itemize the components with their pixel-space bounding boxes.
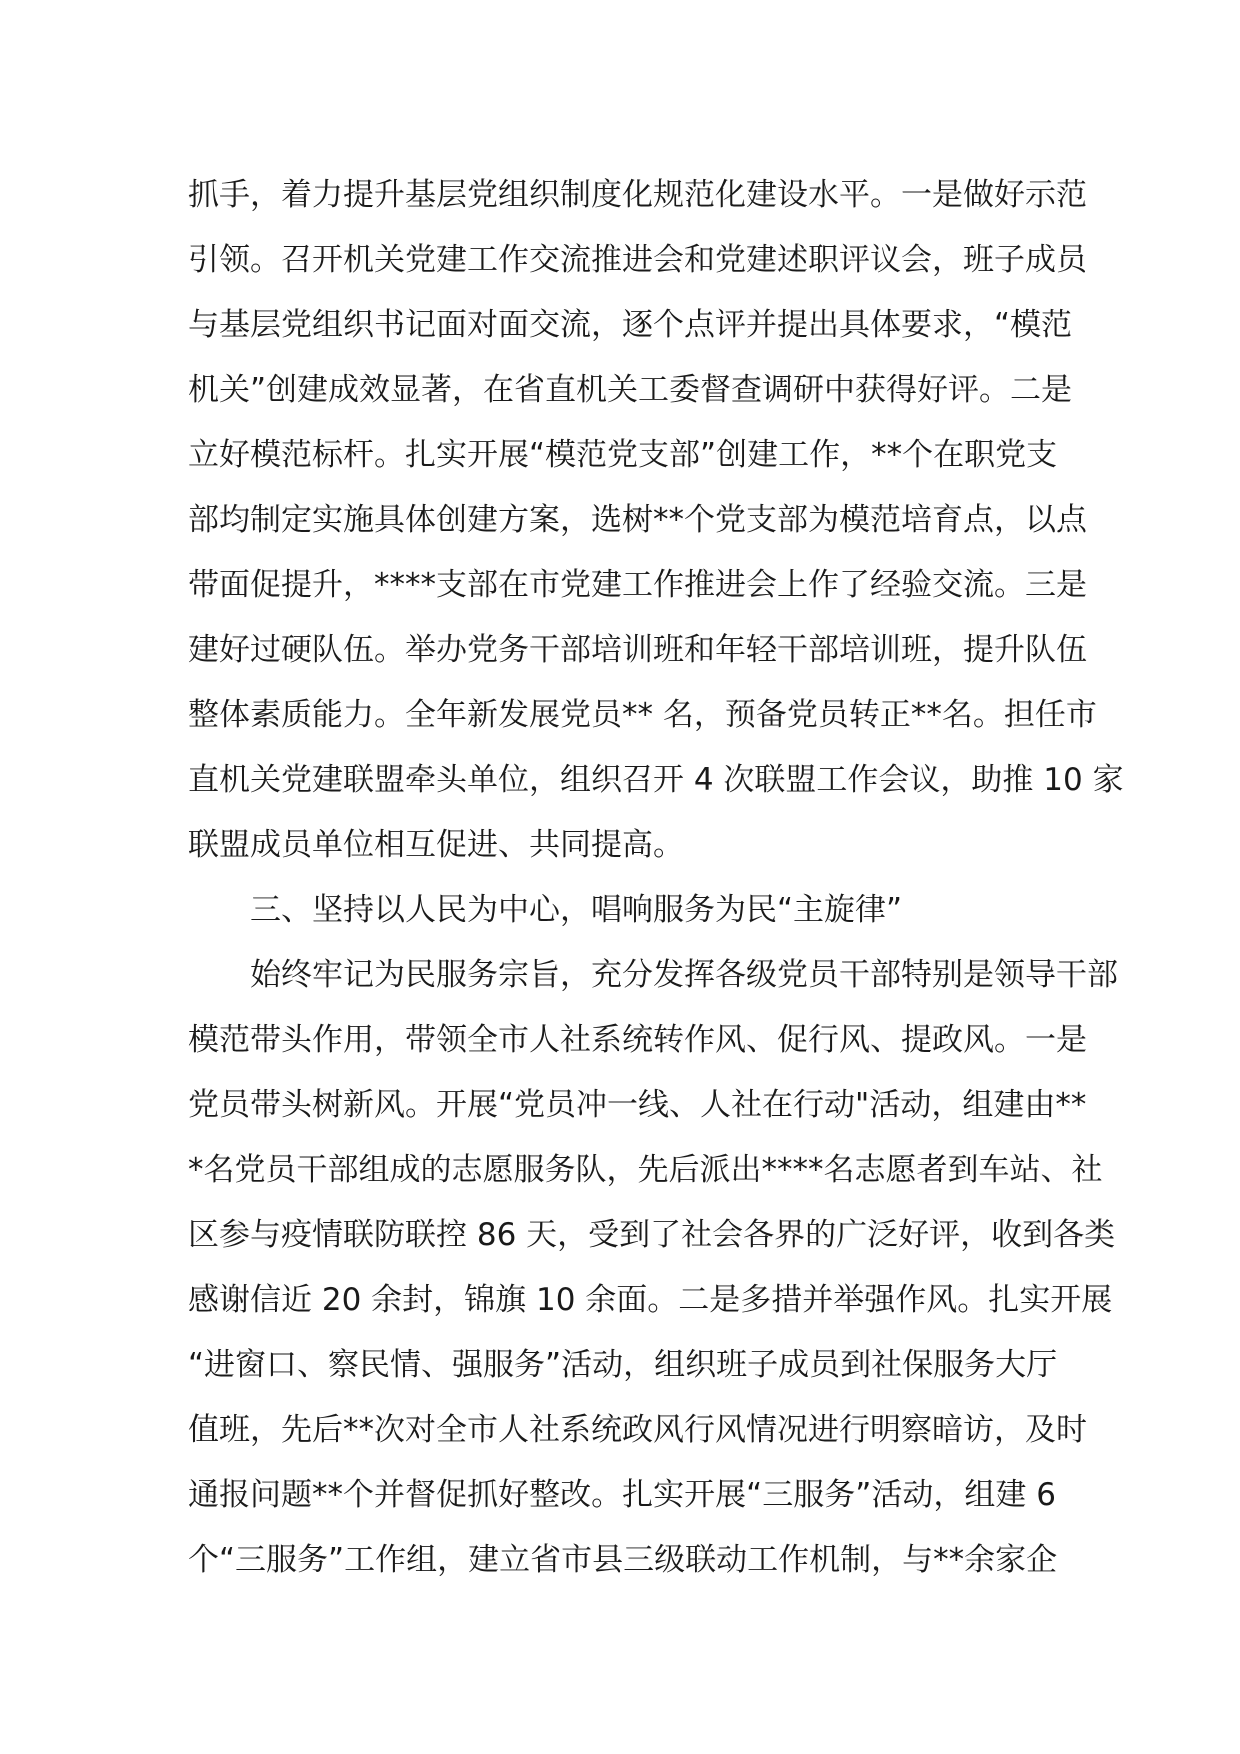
text-line: 个“三服务”工作组，建立省市县三级联动工作机制，与**余家企 — [188, 1542, 1058, 1578]
text-line: 值班，先后**次对全市人社系统政风行风情况进行明察暗访，及时 — [188, 1412, 1087, 1448]
text-line: 立好模范标杆。扎实开展“模范党支部”创建工作，**个在职党支 — [188, 437, 1058, 473]
text-line: 联盟成员单位相互促进、共同提高。 — [188, 827, 684, 863]
text-line: 感谢信近 20 余封，锦旗 10 余面。二是多措并举强作风。扎实开展 — [188, 1282, 1113, 1318]
section-heading: 三、坚持以人民为中心，唱响服务为民“主旋律” — [188, 892, 903, 928]
text-line: *名党员干部组成的志愿服务队，先后派出****名志愿者到车站、社 — [188, 1152, 1103, 1188]
text-line: 引领。召开机关党建工作交流推进会和党建述职评议会，班子成员 — [188, 242, 1087, 278]
text-line: 部均制定实施具体创建方案，选树**个党支部为模范培育点，以点 — [188, 502, 1087, 538]
text-line: 始终牢记为民服务宗旨，充分发挥各级党员干部特别是领导干部 — [188, 957, 1118, 993]
text-line: 整体素质能力。全年新发展党员** 名，预备党员转正**名。担任市 — [188, 697, 1097, 733]
text-line: 与基层党组织书记面对面交流，逐个点评并提出具体要求，“模范 — [188, 307, 1073, 343]
text-line: 抓手，着力提升基层党组织制度化规范化建设水平。一是做好示范 — [188, 177, 1087, 213]
text-line: “进窗口、察民情、强服务”活动，组织班子成员到社保服务大厅 — [188, 1347, 1058, 1383]
text-line: 直机关党建联盟牵头单位，组织召开 4 次联盟工作会议，助推 10 家 — [188, 762, 1124, 798]
text-line: 建好过硬队伍。举办党务干部培训班和年轻干部培训班，提升队伍 — [188, 632, 1087, 668]
text-line: 通报问题**个并督促抓好整改。扎实开展“三服务”活动，组建 6 — [188, 1477, 1056, 1513]
text-line: 机关”创建成效显著，在省直机关工委督查调研中获得好评。二是 — [188, 372, 1073, 408]
text-line: 带面促提升，****支部在市党建工作推进会上作了经验交流。三是 — [188, 567, 1087, 603]
document-body — [188, 163, 1124, 1593]
text-line: 模范带头作用，带领全市人社系统转作风、促行风、提政风。一是 — [188, 1022, 1087, 1058]
text-line: 区参与疫情联防联控 86 天，受到了社会各界的广泛好评，收到各类 — [188, 1217, 1116, 1253]
text-line: 党员带头树新风。开展“党员冲一线、人社在行动"活动，组建由** — [188, 1087, 1087, 1123]
